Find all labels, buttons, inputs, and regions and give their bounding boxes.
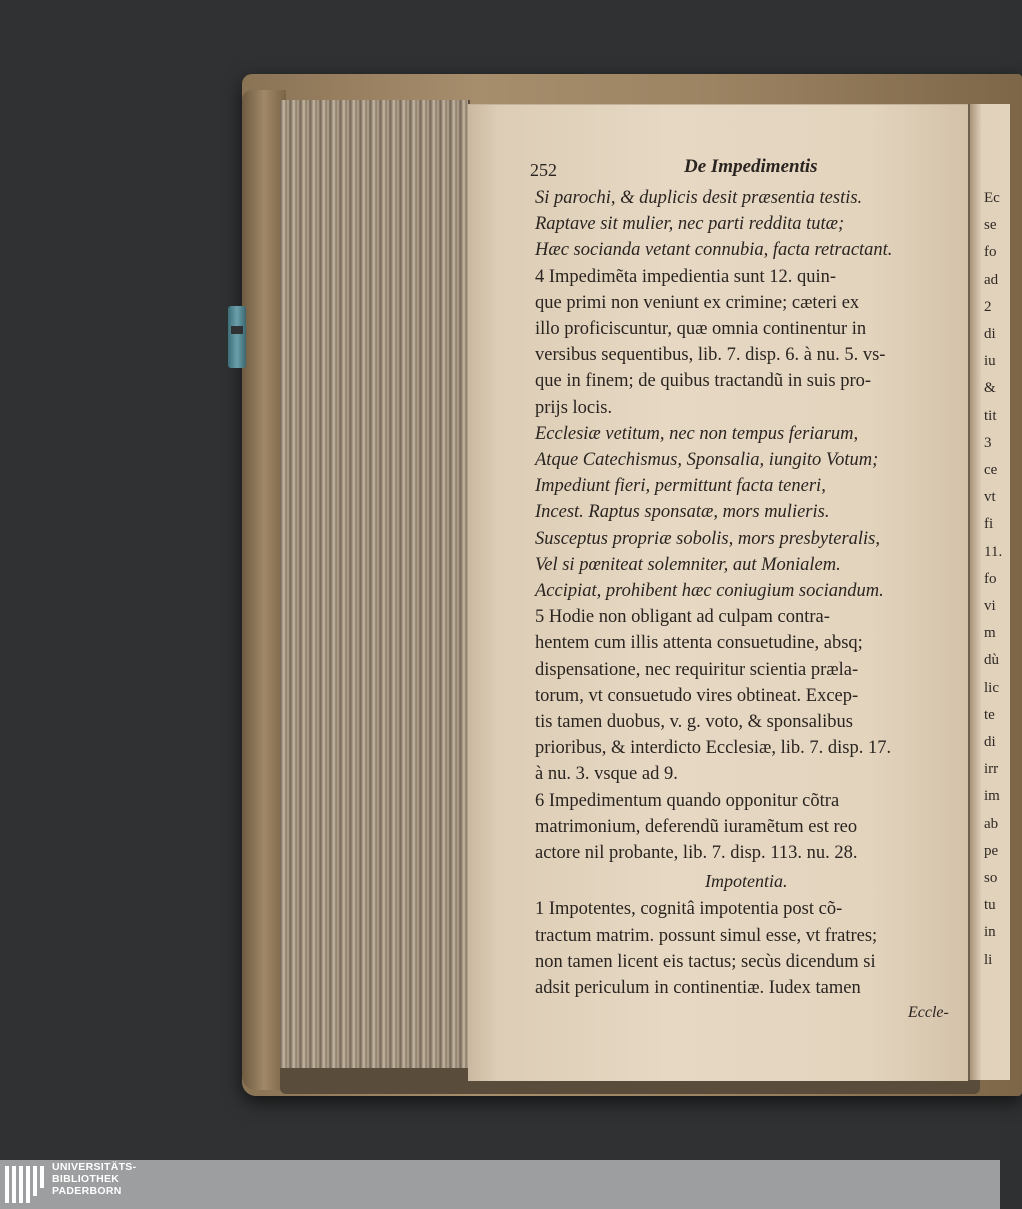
facing-page-fragment: 11. xyxy=(984,543,1003,560)
text-line: dispensatione, nec requiritur scientia præla- xyxy=(535,659,859,680)
library-name-line2: BIBLIOTHEK xyxy=(52,1173,120,1185)
text-line: 1 Impotentes, cognitâ impotentia post cõ- xyxy=(535,899,843,920)
facing-page-fragment: fo xyxy=(984,244,997,261)
facing-page-fragment: im xyxy=(984,788,1000,805)
library-name-line3: PADERBORN xyxy=(52,1185,122,1197)
text-line: Susceptus propriæ sobolis, mors presbyteralis, xyxy=(535,528,881,549)
catchword: Eccle- xyxy=(908,1004,949,1022)
facing-page-fragment: ce xyxy=(984,462,998,478)
text-line: prioribus, & interdicto Ecclesiæ, lib. 7. disp. 17. xyxy=(535,738,892,759)
text-line: torum, vt consuetudo vires obtineat. Excep- xyxy=(535,685,859,706)
text-line: que primi non veniunt ex crimine; cæteri ex xyxy=(535,292,860,313)
facing-page-fragment: & xyxy=(984,380,996,397)
clasp-icon xyxy=(228,306,246,368)
facing-page-fragment: ad xyxy=(984,271,999,288)
text-line: actore nil probante, lib. 7. disp. 113. nu. 28. xyxy=(535,843,858,863)
facing-page-fragment: di xyxy=(984,326,996,342)
text-line: 5 Hodie non obligant ad culpam contra- xyxy=(535,607,830,628)
facing-page-fragment: so xyxy=(984,870,998,886)
facing-page-fragment: ab xyxy=(984,815,999,832)
text-line: prijs locis. xyxy=(535,397,613,418)
facing-page-fragment: fo xyxy=(984,570,997,587)
facing-page-fragment: in xyxy=(984,924,996,941)
text-line: Vel si pœniteat solemniter, aut Monialem. xyxy=(535,554,841,575)
text-line: tractum matrim. possunt simul esse, vt fratres; xyxy=(535,925,878,946)
section-heading: Impotentia. xyxy=(705,871,788,892)
text-line: Atque Catechismus, Sponsalia, iungito Votum; xyxy=(535,450,879,470)
library-logo-icon xyxy=(5,1166,45,1203)
facing-page-fragment: 3 xyxy=(984,434,992,451)
footer-bar xyxy=(0,1160,1000,1209)
facing-page-fragment: te xyxy=(984,706,995,723)
facing-page-fragment: lic xyxy=(984,679,999,696)
facing-page-fragment: fi xyxy=(984,516,994,533)
text-line: Ecclesiæ vetitum, nec non tempus feriarum, xyxy=(535,423,859,444)
page-number: 252 xyxy=(530,160,557,180)
facing-page-fragment: tu xyxy=(984,897,996,914)
text-line: non tamen licent eis tactus; secùs dicendum si xyxy=(535,951,876,972)
running-head: De Impedimentis xyxy=(684,156,818,177)
text-line: Accipiat, prohibent hæc coniugium sociandum. xyxy=(535,581,884,601)
text-line: tis tamen duobus, v. g. voto, & sponsalibus xyxy=(535,712,853,732)
facing-page-fragment: dù xyxy=(984,652,999,669)
text-line: Si parochi, & duplicis desit præsentia testis. xyxy=(535,188,863,208)
text-line: hentem cum illis attenta consuetudine, absq; xyxy=(535,633,863,654)
library-name-line1: UNIVERSITÄTS- xyxy=(52,1161,137,1173)
facing-page-fragment: m xyxy=(984,625,996,642)
text-line: Impediunt fieri, permittunt facta teneri, xyxy=(535,476,826,497)
text-line: à nu. 3. vsque ad 9. xyxy=(535,764,678,785)
text-line: adsit periculum in continentiæ. Iudex tamen xyxy=(535,978,861,998)
text-line: versibus sequentibus, lib. 7. disp. 6. à nu. 5. vs- xyxy=(535,345,886,366)
text-line: 4 Impedimẽta impedientia sunt 12. quin- xyxy=(535,266,837,287)
facing-page-fragment: pe xyxy=(984,842,999,859)
facing-page-fragment: di xyxy=(984,734,996,750)
text-line: Incest. Raptus sponsatæ, mors mulieris. xyxy=(535,502,830,523)
facing-page-fragment: vi xyxy=(984,598,996,614)
text-line: illo proficiscuntur, quæ omnia continentur in xyxy=(535,319,867,339)
facing-page-fragment: vt xyxy=(984,489,996,506)
page-edges xyxy=(280,100,470,1075)
facing-page-fragment: irr xyxy=(984,761,999,778)
facing-page-fragment: Ec xyxy=(984,190,1000,206)
text-line: Hæc socianda vetant connubia, facta retractant. xyxy=(535,240,893,261)
facing-page-fragment: li xyxy=(984,951,993,968)
facing-page-fragment: tit xyxy=(984,407,997,424)
text-line: Raptave sit mulier, nec parti reddita tutæ; xyxy=(535,214,845,235)
text-line: 6 Impedimentum quando opponitur cõtra xyxy=(535,790,840,811)
text-line: matrimonium, deferendũ iuramẽtum est reo xyxy=(535,816,858,837)
facing-page-fragment: se xyxy=(984,217,997,234)
text-line: que in finem; de quibus tractandũ in suis pro- xyxy=(535,371,872,392)
facing-page-fragment: iu xyxy=(984,353,996,370)
facing-page-fragment: 2 xyxy=(984,298,992,315)
